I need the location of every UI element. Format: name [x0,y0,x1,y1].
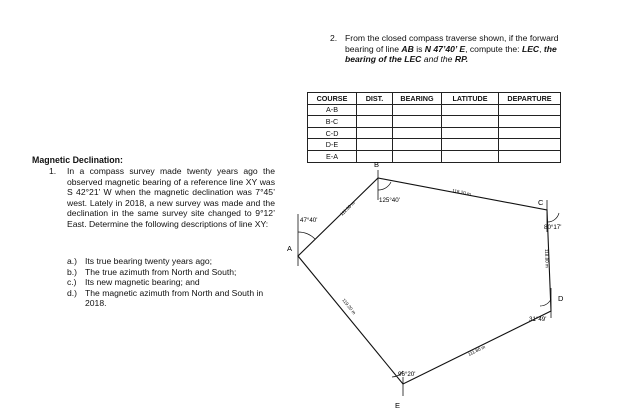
problem-2-comma: , [539,43,544,54]
line-ab-label: AB [401,43,414,54]
angle-e-label: 96°20' [398,371,416,378]
header-bearing: BEARING [393,93,442,105]
angle-c-label: 80°17' [544,224,562,231]
problem-2-number: 2. [330,33,338,43]
angle-arcs [298,182,562,377]
problem-2-and: and the [421,54,455,65]
item-text: The magnetic azimuth from North and South in 2018. [85,287,264,308]
station-d-label: D [558,294,564,303]
angle-a-label: 47°40' [300,217,318,224]
problem-1-number: 1. [49,166,57,176]
item-text: Its new magnetic bearing; and [85,277,200,287]
item-label: c.) [67,277,77,287]
lec-term: LEC [521,43,540,54]
item-label: b.) [67,266,78,277]
cell-course: E-A [308,150,357,162]
traverse-polygon [298,178,551,384]
header-course: COURSE [308,93,357,105]
distance-de-label: 111.80 m [467,344,487,357]
item-label: d.) [67,287,78,298]
item-text: Its true bearing twenty years ago; [85,256,213,266]
angle-d-label: 31°49' [529,316,547,323]
distance-ea-label: 119.20 m [341,297,357,316]
cell-course: A-B [308,104,357,116]
angle-b-label: 125°40' [379,197,400,204]
problem-2-compute: , compute the: [465,43,522,54]
distance-bc-label: 118.20 m [451,188,472,197]
bearing-ab: N 47’40’ E [424,43,466,54]
header-dist: DIST. [357,93,393,105]
problem-2-lead: From the closed compass traverse shown, if the forward bearing of line [345,33,559,54]
problem-1-text: In a compass survey made twenty years ago the observed magnetic bearing of a reference line XY was S 42°21’ W when the magnetic declination was 7°45’ west. Lately in 2018, a new survey was made and the declination in the same survey site changed to 9°12’ East. Determine the following descriptions of line XY: [67,166,275,229]
distance-ab-label: 111.30 m [339,200,356,217]
cell-course: B-C [308,116,357,128]
station-a-label: A [287,244,293,253]
station-c-label: C [538,198,544,207]
station-e-label: E [395,401,401,410]
bearing-of-lec-term: the bearing of the LEC [345,43,557,65]
distance-cd-label: 118.80 m [544,248,550,268]
cell-course: D-E [308,139,357,151]
cell-course: C-D [308,127,357,139]
header-departure: DEPARTURE [499,93,561,105]
station-b-label: B [374,160,380,169]
item-text: The true azimuth from North and South; [85,266,237,277]
problem-2-is: is [413,43,425,54]
rp-term: RP. [454,54,469,65]
magnetic-declination-title: Magnetic Declination: [32,155,123,165]
header-latitude: LATITUDE [442,93,499,105]
item-label: a.) [67,256,78,266]
